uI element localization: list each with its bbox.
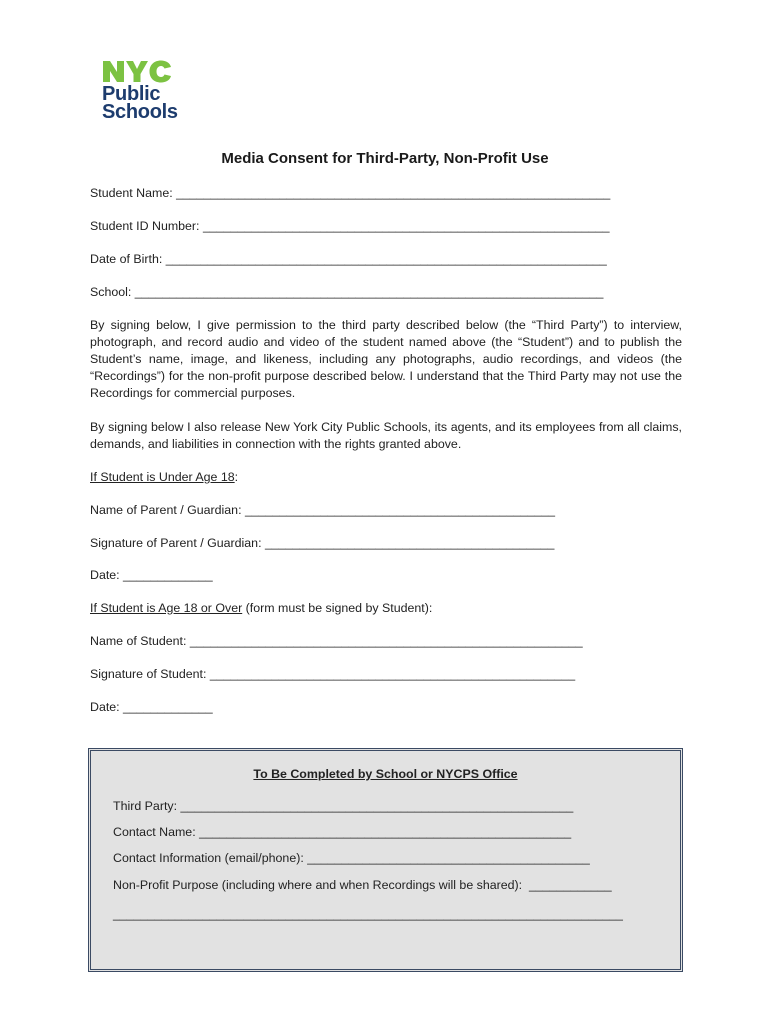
date-of-birth-field[interactable]: Date of Birth: ________________________________________________________________	[90, 252, 607, 266]
school-field[interactable]: School: ____________________________________________________________________	[90, 285, 604, 299]
under-18-heading-text: If Student is Under Age 18	[90, 470, 235, 484]
over-18-heading-suffix: (form must be signed by Student):	[242, 601, 433, 615]
office-heading: To Be Completed by School or NYCPS Office	[253, 767, 518, 781]
nyc-public-schools-logo	[101, 58, 191, 124]
nyc-logo-mark	[101, 58, 175, 84]
third-party-field[interactable]: Third Party: _________________________________________________________	[113, 799, 574, 813]
release-paragraph: By signing below I also release New York City Public Schools, its agents, and its employees from all claims, demands, and liabilities in connection with the rights granted above.	[90, 420, 682, 451]
under-18-heading	[90, 469, 238, 485]
parent-signature-field[interactable]: Signature of Parent / Guardian: __________________________________________	[90, 536, 555, 550]
under-18-heading-suffix: :	[234, 470, 239, 484]
contact-name-field[interactable]: Contact Name: ______________________________________________________	[113, 825, 572, 839]
over-18-heading-text: If Student is Age 18 or Over	[90, 601, 243, 615]
non-profit-purpose-line[interactable]: __________________________________________________________________________	[113, 907, 623, 921]
logo-schools-text: Schools	[102, 101, 178, 123]
student-name-field[interactable]: Student Name: _______________________________________________________________	[90, 186, 611, 200]
contact-info-field[interactable]: Contact Information (email/phone): _________________________________________	[113, 851, 590, 865]
office-use-box	[88, 748, 683, 972]
non-profit-purpose-field[interactable]: Non-Profit Purpose (including where and when Recordings will be shared): ____________	[113, 878, 612, 892]
student-date-field[interactable]: Date: _____________	[90, 700, 213, 714]
student-signature-field[interactable]: Signature of Student: _____________________________________________________	[90, 667, 576, 681]
student-name-sign-field[interactable]: Name of Student: _________________________________________________________	[90, 634, 583, 648]
over-18-heading	[90, 600, 432, 616]
parent-date-field[interactable]: Date: _____________	[90, 568, 213, 582]
page-title: Media Consent for Third-Party, Non-Profit Use	[221, 150, 549, 167]
permission-paragraph: By signing below, I give permission to the third party described below (the “Third Party”) to interview, photograph, and record audio and video of the student named above (the “Student”) and to publish the Student’s name, image, and likeness, including any photographs, audio recordings, and videos (the “Recordings”) for the non-profit purpose described below. I understand that the Third Party may not use the Recordings for commercial purposes.	[90, 318, 682, 400]
logo-public-text: Public	[102, 83, 161, 105]
parent-name-field[interactable]: Name of Parent / Guardian: _____________________________________________	[90, 503, 556, 517]
student-id-field[interactable]: Student ID Number: ___________________________________________________________	[90, 219, 610, 233]
